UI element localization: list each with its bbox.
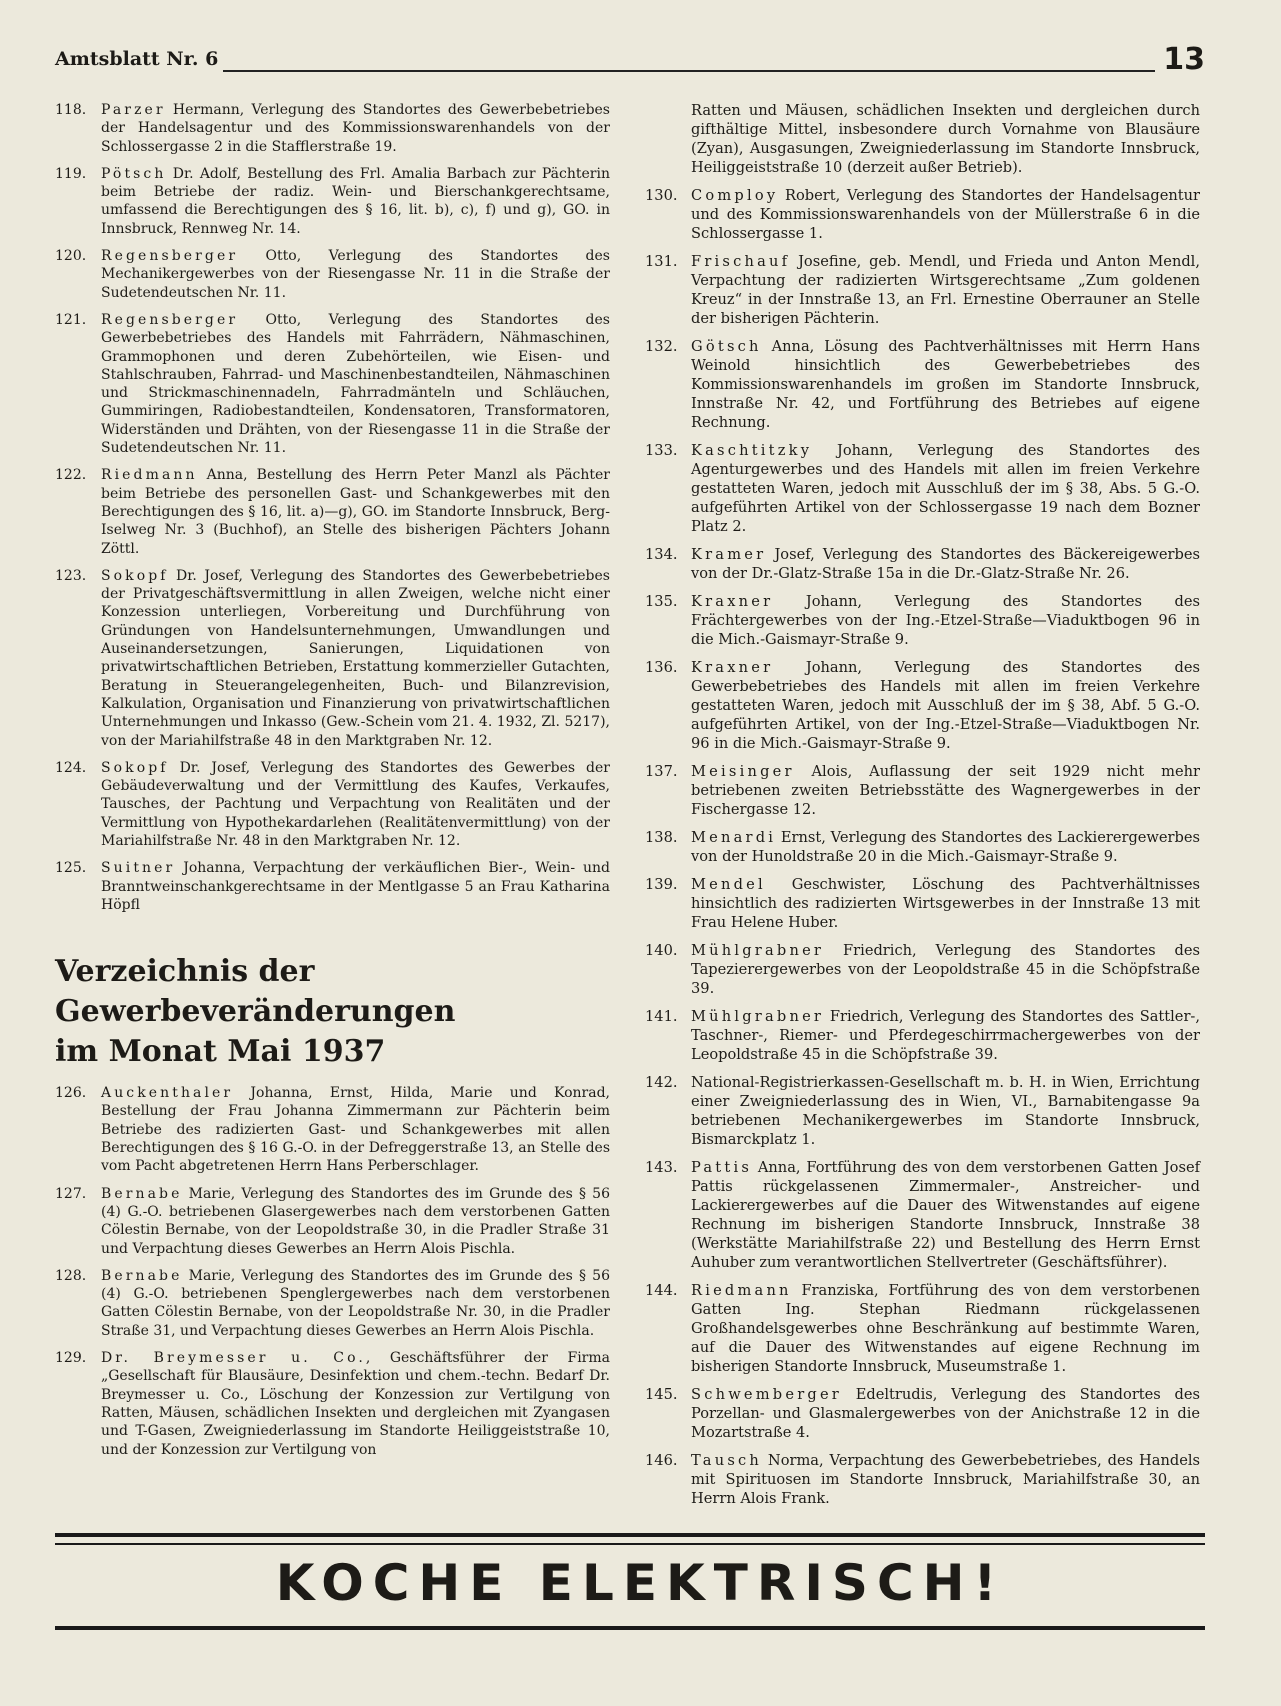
list-item: [645, 252, 1200, 328]
entry-name: Regensberger: [101, 248, 239, 265]
entry-text: [101, 567, 610, 750]
list-item: [645, 337, 1200, 432]
entry-number: 129.: [55, 1350, 87, 1367]
entry-name: Regensberger: [101, 311, 239, 328]
entry-text: [691, 658, 1200, 753]
entry-body: Johann, Verlegung des Standortes des Gewerbebetriebes des Handels mit allen im freien Verkehre gestatteten Waren, jedoch mit Ausschluß der im § 38, Abf. 5 G.-O. aufgeführten Artikel, von der Ing.-Etzel-Straße—Viaduktbogen Nr. 96 in die Mich.-Gaismayr-Straße 9.: [691, 659, 1200, 752]
list-item: [55, 859, 610, 914]
entry-number: 125.: [55, 860, 87, 877]
entry-text: [691, 1158, 1200, 1272]
entry-number: 132.: [645, 338, 678, 355]
entry-body: Johanna, Verpachtung der verkäuflichen Bier-, Wein- und Branntweinschankgerechtsame in der Mentlgasse 5 an Frau Katharina Höpfl: [101, 860, 610, 913]
entry-name: Mühlgrabner: [691, 1008, 825, 1025]
entry-number: 124.: [55, 759, 87, 776]
entry-body: Ratten und Mäusen, schädlichen Insekten und dergleichen durch gifthältige Mittel, insbesondere durch Vornahme von Blausäure (Zyan), Ausgasungen, Zweigniederlassung im Standorte Innsbruck, Heiliggeiststraße 10 (derzeit außer Betrieb).: [691, 102, 1200, 176]
entry-name: Mühlgrabner: [691, 942, 825, 959]
entry-body: Marie, Verlegung des Standortes des im Grunde des § 56 (4) G.-O. betriebenen Glasergewerbes nach dem verstorbenen Gatten Cölestin Bernabe, von der Leopoldstraße 30, in die Pradler Straße 31 und Verpachtung dieses Gewerbes an Herrn Alois Pischla.: [101, 1185, 610, 1257]
entry-text: [691, 545, 1200, 583]
entry-name: Comploy: [691, 187, 779, 204]
entry-number: 133.: [645, 442, 678, 459]
entry-text: [691, 337, 1200, 432]
list-item: [645, 875, 1200, 932]
entry-body: Ernst, Verlegung des Standortes des Lackierergewerbes von der Hunoldstraße 20 in die Mich.-Gaismayr-Straße 9.: [691, 829, 1200, 865]
entry-text: [691, 762, 1200, 819]
entry-name: Parzer: [101, 102, 166, 118]
entry-name: Bernabe: [101, 1267, 183, 1284]
entry-name: Riedmann: [691, 1282, 792, 1299]
entry-body: Josefine, geb. Mendl, und Frieda und Anton Mendl, Verpachtung der radizierten Wirtsgerechtsame „Zum goldenen Kreuz“ in der Innstraße 13, an Frl. Ernestine Oberrauner an Stelle der bisherigen Pächterin.: [691, 253, 1200, 327]
entry-text: [691, 592, 1200, 649]
entry-text: [101, 165, 610, 238]
entry-text: [101, 311, 610, 457]
list-item: [645, 1158, 1200, 1272]
list-item: [645, 101, 1200, 177]
entry-name: Mendel: [691, 876, 766, 893]
list-item: [645, 592, 1200, 649]
entry-number: 123.: [55, 567, 87, 584]
list-item: [55, 165, 610, 238]
entry-body: , Geschäftsführer der Firma „Gesellschaft für Blausäure, Desinfektion und chem.-techn. Bedarf Dr. Breymesser u. Co., Löschung der Konzession zur Vertilgung von Ratten, Mäusen, schädlichen Insekten und dergleichen mit Zyangasen und T-Gasen, Zweigniederlassung im Standorte Heiliggeiststraße 10, und der Konzession zur Vertilgung von: [101, 1350, 610, 1458]
entry-text: [691, 875, 1200, 932]
entry-text: [691, 441, 1200, 536]
entry-name: Riedmann: [101, 467, 198, 484]
list-item: [55, 1267, 610, 1340]
list-item: [55, 759, 610, 850]
entry-number: 136.: [645, 659, 678, 676]
list-item: [645, 545, 1200, 583]
entry-name: Sokopf: [101, 759, 169, 776]
entry-name: Sokopf: [101, 567, 169, 584]
entry-text: [101, 1349, 610, 1459]
entry-number: 139.: [645, 876, 678, 893]
page-header: [55, 44, 1205, 78]
entry-name: Auckenthaler: [101, 1085, 234, 1102]
entry-number: 146.: [645, 1452, 678, 1469]
entry-name: Schwemberger: [691, 1386, 842, 1403]
entry-body: Edeltrudis, Verlegung des Standortes des Porzellan- und Glasmalergewerbes von der Anichstraße 12 in die Mozartstraße 4.: [691, 1386, 1200, 1441]
entry-body: Geschwister, Löschung des Pachtverhältnisses hinsichtlich des radizierten Wirtsgewerbes in der Innstraße 13 mit Frau Helene Huber.: [691, 876, 1200, 931]
advertisement-slogan: KOCHE ELEKTRISCH!: [275, 1554, 1006, 1612]
list-item: [55, 1349, 610, 1459]
header-rule: [223, 70, 1155, 72]
entry-body: Otto, Verlegung des Standortes des Mechanikergewerbes von der Riesengasse Nr. 11 in die Straße der Sudetendeutschen Nr. 11.: [101, 248, 610, 301]
entry-text: [691, 252, 1200, 328]
list-item: [55, 101, 610, 156]
entry-name: Kraxner: [691, 659, 774, 676]
entry-body: Robert, Verlegung des Standortes der Handelsagentur und des Kommissionswarenhandels von der Müllerstraße 6 in die Schlossergasse 1.: [691, 187, 1200, 242]
entry-number: 122.: [55, 467, 87, 484]
entry-text: [691, 1281, 1200, 1376]
list-item: [645, 1073, 1200, 1149]
left-column: [55, 101, 610, 1468]
entry-text: [101, 759, 610, 850]
entry-number: 141.: [645, 1008, 678, 1025]
entry-name: Bernabe: [101, 1185, 183, 1202]
list-item: [645, 1451, 1200, 1508]
entry-number: 118.: [55, 102, 87, 118]
list-item: [645, 441, 1200, 536]
entry-text: [691, 1451, 1200, 1508]
section-heading-line-2: im Monat Mai 1937: [55, 1034, 386, 1070]
entry-text: [691, 186, 1200, 243]
entry-text: [101, 466, 610, 557]
entry-text: [691, 1073, 1200, 1149]
gazette-title: Amtsblatt Nr. 6: [55, 48, 219, 70]
entry-body: Alois, Auflassung der seit 1929 nicht mehr betriebenen zweiten Betriebsstätte des Wagnergewerbes in der Fischergasse 12.: [691, 763, 1200, 818]
entry-name: Kraxner: [691, 593, 774, 610]
entry-number: 135.: [645, 593, 678, 610]
list-item: [55, 1084, 610, 1175]
entry-text: [691, 941, 1200, 998]
entry-text: [101, 859, 610, 914]
entry-body: Hermann, Verlegung des Standortes des Gewerbebetriebes der Handelsagentur und des Kommissionswarenhandels von der Schlossergasse 2 in die Stafflerstraße 19.: [101, 102, 610, 155]
footer-rule-bottom: [55, 1626, 1205, 1630]
entry-number: [645, 101, 691, 177]
entry-body: Anna, Bestellung des Herrn Peter Manzl als Pächter beim Betriebe des personellen Gast- und Schankgewerbes mit den Berechtigungen des § 16, lit. a)—g), GO. im Standorte Innsbruck, Berg-Iselweg Nr. 3 (Buchhof), an Stelle des bisherigen Pächters Johann Zöttl.: [101, 467, 610, 557]
entry-body: Anna, Lösung des Pachtverhältnisses mit Herrn Hans Weinold hinsichtlich des Gewerbebetriebes des Kommissionswarenhandels im großen im Standorte Innsbruck, Innstraße Nr. 42, und Fortführung des Betriebes auf eigene Rechnung.: [691, 338, 1200, 431]
list-item: [645, 941, 1200, 998]
list-item: [645, 1281, 1200, 1376]
entry-body: Johanna, Ernst, Hilda, Marie und Konrad, Bestellung der Frau Johanna Zimmermann zur Pächterin beim Betriebe des radizierten Gast- und Schankgewerbes mit allen Berechtigungen des § 16 G.-O. in der Defreggerstraße 13, an Stelle des vom Pacht abgetretenen Herrn Hans Perberschlager.: [101, 1085, 610, 1175]
entry-number: 137.: [645, 763, 678, 780]
entry-body: Johann, Verlegung des Standortes des Agenturgewerbes und des Handels mit allen im freien Verkehre gestatteten Waren, jedoch mit Ausschluß der im § 38, Abs. 5 G.-O. aufgeführten Artikel von der Schlossergasse 19 nach dem Bozner Platz 2.: [691, 442, 1200, 535]
entry-body: Marie, Verlegung des Standortes des im Grunde des § 56 (4) G.-O. betriebenen Spenglergewerbes nach dem verstorbenen Gatten Cölestin Bernabe, von der Leopoldstraße Nr. 30, in die Pradler Straße 31, und Verpachtung dieses Gewerbes an Herrn Alois Pischla.: [101, 1267, 610, 1339]
entry-body: Friedrich, Verlegung des Standortes des Tapezierergewerbes von der Leopoldstraße 45 in die Schöpfstraße 39.: [691, 942, 1200, 997]
entry-list-april: [55, 101, 610, 914]
section-heading: [55, 952, 610, 1072]
entry-text: [101, 1185, 610, 1258]
list-item: [645, 658, 1200, 753]
page-number: 13: [1163, 42, 1205, 77]
footer-rule-top-thin: [55, 1543, 1205, 1545]
right-column: [645, 101, 1200, 1517]
entry-name: Tausch: [691, 1452, 763, 1469]
list-item: [645, 1385, 1200, 1442]
list-item: [645, 186, 1200, 243]
entry-list-may: [55, 1084, 610, 1459]
entry-number: 128.: [55, 1267, 87, 1284]
entry-number: 144.: [645, 1282, 678, 1299]
entry-number: 145.: [645, 1386, 678, 1403]
entry-body: Dr. Josef, Verlegung des Standortes des Gewerbebetriebes der Privatgeschäftsvermittlung in allen Zweigen, welche nicht einer Konzession unterliegen, Vorbereitung und Durchführung von Gründungen von Handelsunternehmungen, Umwandlungen und Auseinandersetzungen, Sanierungen, Liquidationen von privatwirtschaftlichen Betrieben, Erstattung kommerzieller Gutachten, Beratung in Steuerangelegenheiten, Buch- und Bilanzrevision, Kalkulation, Organisation und Finanzierung von privatwirtschaftlichen Unternehmungen und Inkasso (Gew.-Schein vom 21. 4. 1932, Zl. 5217), von der Mariahilfstraße 48 in den Marktgraben Nr. 12.: [101, 567, 610, 749]
section-heading-line-1: Verzeichnis der Gewerbeveränderungen: [55, 954, 456, 1030]
entry-body: Dr. Adolf, Bestellung des Frl. Amalia Barbach zur Pächterin beim Betriebe der radiz. Wein- und Bierschankgerechtsame, umfassend die Berechtigungen des § 16, lit. b), c), f) und g), GO. in Innsbruck, Rennweg Nr. 14.: [101, 165, 610, 237]
entry-body: Josef, Verlegung des Standortes des Bäckereigewerbes von der Dr.-Glatz-Straße 15a in die Dr.-Glatz-Straße Nr. 26.: [691, 546, 1200, 582]
entry-body: Johann, Verlegung des Standortes des Frächtergewerbes von der Ing.-Etzel-Straße—Viaduktbogen 96 in die Mich.-Gaismayr-Straße 9.: [691, 593, 1200, 648]
list-item: [645, 828, 1200, 866]
entry-text: [101, 1084, 610, 1175]
entry-number: 127.: [55, 1185, 87, 1202]
entry-number: 140.: [645, 942, 678, 959]
entry-body: Friedrich, Verlegung des Standortes des Sattler-, Taschner-, Riemer- und Pferdegeschirrmachergewerbes von der Leopoldstraße 45 in die Schöpfstraße 39.: [691, 1008, 1200, 1063]
entry-text: [101, 247, 610, 302]
entry-name: Meisinger: [691, 763, 795, 780]
entry-name: Pattis: [691, 1159, 753, 1176]
entry-number: 142.: [645, 1074, 678, 1091]
list-item: [55, 1185, 610, 1258]
entry-text: [691, 101, 1200, 177]
entry-name: Dr. Breymesser u. Co.: [101, 1350, 366, 1367]
entry-number: 119.: [55, 165, 87, 182]
entry-body: Otto, Verlegung des Standortes des Gewerbebetriebes des Handels mit Fahrrädern, Nähmaschinen, Grammophonen und deren Zubehörteilen, wie Eisen- und Stahlschrauben, Fahrrad- und Maschinenbestandteilen, Nähmaschinen und Strickmaschinennadeln, Fahrradmänteln und Schläuchen, Gummiringen, Radiobestandteilen, Kondensatoren, Transformatoren, Widerständen und Drähten, von der Riesengasse 11 in die Straße der Sudetendeutschen Nr. 11.: [101, 311, 610, 457]
entry-list-may-continued: [645, 101, 1200, 1508]
entry-text: [101, 101, 610, 156]
entry-number: 121.: [55, 311, 87, 328]
entry-name: Kaschtitzky: [691, 442, 813, 459]
list-item: [55, 466, 610, 557]
entry-body: National-Registrierkassen-Gesellschaft m. b. H. in Wien, Errichtung einer Zweigniederlassung des in Wien, VI., Barnabitengasse 9a betriebenen Mechanikergewerbes im Standorte Innsbruck, Bismarckplatz 1.: [691, 1074, 1200, 1148]
entry-number: 130.: [645, 187, 678, 204]
entry-name: Suitner: [101, 860, 176, 877]
entry-number: 131.: [645, 253, 678, 270]
list-item: [55, 247, 610, 302]
entry-text: [691, 828, 1200, 866]
entry-name: Kramer: [691, 546, 767, 563]
entry-text: [691, 1007, 1200, 1064]
entry-name: Frischauf: [691, 253, 791, 270]
list-item: [645, 1007, 1200, 1064]
entry-name: Götsch: [691, 338, 762, 355]
list-item: [55, 311, 610, 457]
entry-number: 120.: [55, 248, 87, 265]
entry-number: 143.: [645, 1159, 678, 1176]
entry-number: 134.: [645, 546, 678, 563]
footer-rule-top: [55, 1533, 1205, 1537]
list-item: [55, 567, 610, 750]
list-item: [645, 762, 1200, 819]
entry-body: Franziska, Fortführung des von dem verstorbenen Gatten Ing. Stephan Riedmann rückgelassenen Großhandelsgewerbes ohne Beschränkung auf bestimmte Waren, auf die Dauer des Witwenstandes auf eigene Rechnung im bisherigen Standorte Innsbruck, Museumstraße 1.: [691, 1282, 1200, 1375]
entry-body: Dr. Josef, Verlegung des Standortes des Gewerbes der Gebäudeverwaltung und der Vermittlung des Kaufes, Verkaufes, Tausches, der Pachtung und Verpachtung von Realitäten und der Vermittlung von Hypothekardarlehen (Realitätenvermittlung) von der Mariahilfstraße Nr. 48 in den Marktgraben Nr. 12.: [101, 759, 610, 849]
entry-number: 126.: [55, 1085, 87, 1102]
entry-text: [101, 1267, 610, 1340]
entry-text: [691, 1385, 1200, 1442]
entry-body: Anna, Fortführung des von dem verstorbenen Gatten Josef Pattis rückgelassenen Zimmermaler-, Anstreicher- und Lackierergewerbes auf die Dauer des Witwenstandes auf eigene Rechnung im bisherigen Standorte Innsbruck, Innstraße 38 (Werkstätte Mariahilfstraße 22) und Bestellung des Herrn Ernst Auhuber zum verantwortlichen Stellvertreter (Geschäftsführer).: [691, 1159, 1200, 1271]
entry-name: Pötsch: [101, 165, 167, 182]
entry-name: Menardi: [691, 829, 777, 846]
entry-body: Norma, Verpachtung des Gewerbebetriebes, des Handels mit Spirituosen im Standorte Innsbruck, Mariahilfstraße 30, an Herrn Alois Frank.: [691, 1452, 1200, 1507]
entry-number: 138.: [645, 829, 678, 846]
